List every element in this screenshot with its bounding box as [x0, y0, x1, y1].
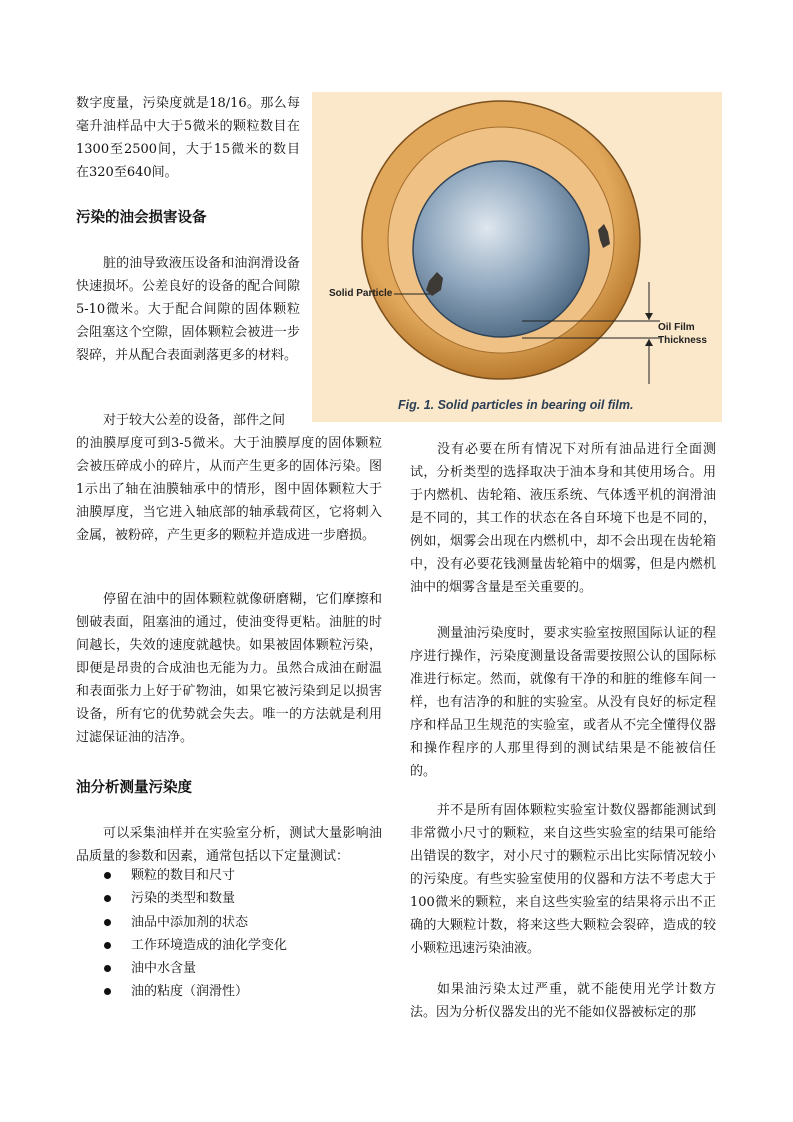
bearing-diagram: [312, 92, 722, 422]
list-item: 工作环境造成的油化学变化: [104, 934, 287, 957]
oil-film-label: Oil Film: [658, 322, 695, 333]
paragraph-abrasive: 停留在油中的固体颗粒就像研磨糊，它们摩擦和刨破表面，阻塞油的通过，使油变得更粘。油脏的时间越长，失效的速度就越快。如果被固体颗粒污染，即便是昂贵的合成油也无能为力。虽然合成油在耐温和表面张力上好于矿物油，如果它被污染到足以损害设备，所有它的优势就会失去。唯一的方法就是利用过滤保证油的洁净。: [76, 592, 382, 745]
bullet-icon: [104, 942, 111, 949]
bullet-icon: [104, 965, 111, 972]
paragraph-lab-procedure: 测量油污染度时，要求实验室按照国际认证的程序进行操作，污染度测量设备需要按照公认的国际标准进行标定。然而，就像有干净的和脏的维修车间一样，也有洁净的和脏的实验室。从没有良好的标定程序和样品卫生规范的实验室，或者从不完全懂得仪器和操作程序的人那里得到的测试结果是不能被信任的。: [410, 626, 716, 779]
bullet-icon: [104, 895, 111, 902]
paragraph-tolerance-start: 对于较大公差的设备，部件之间: [103, 413, 286, 428]
list-item: 油中水含量: [104, 957, 287, 980]
paragraph-dirty-oil: 脏的油导致液压设备和油润滑设备快速损坏。公差良好的设备的配合间隙5-10微米。大于配合间隙的固体颗粒会阻塞这个空隙，固体颗粒会被进一步裂碎，并从配合表面剥落更多的材料。: [76, 256, 300, 363]
bullet-icon: [104, 872, 111, 879]
thickness-arrowhead-top: [645, 313, 653, 320]
bearing-figure: [312, 92, 722, 422]
thickness-arrowhead-bottom: [645, 339, 653, 346]
list-item: 油品中添加剂的状态: [104, 911, 287, 934]
paragraph-test-selection: 没有必要在所有情况下对所有油品进行全面测试，分析类型的选择取决于油本身和其使用场合。用于内燃机、齿轮箱、液压系统、气体透平机的润滑油是不同的，其工作的状态在各自环境下也是不同的，例如，烟雾会出现在内燃机中，却不会出现在齿轮箱中，没有必要花钱测量齿轮箱中的烟雾，但是内燃机油中的烟雾含量是至关重要的。: [410, 442, 716, 595]
thickness-label: Thickness: [658, 335, 707, 346]
paragraph-optical-counting: 如果油污染太过严重，就不能使用光学计数方法。因为分析仪器发出的光不能如仪器被标定的那: [410, 982, 716, 1020]
paragraph-instrument-limits: 并不是所有固体颗粒实验室计数仪器都能测试到非常微小尺寸的颗粒，来自这些实验室的结果可能给出错误的数字，对小尺寸的颗粒示出比实际情况较小的污染度。有些实验室使用的仪器和方法不考虑大于100微米的颗粒，来自这些实验室的结果将示出不正确的大颗粒计数，将来这些大颗粒会裂碎，造成的较小颗粒迅速污染油液。: [410, 803, 716, 956]
list-item: 污染的类型和数量: [104, 887, 287, 910]
solid-particle-label: Solid Particle: [329, 288, 393, 299]
section-heading-analysis: 油分析测量污染度: [76, 780, 192, 796]
paragraph-sampling: 可以采集油样并在实验室分析，测试大量影响油品质量的参数和因素，通常包括以下定量测试：: [76, 826, 382, 864]
test-list: [104, 864, 287, 1004]
list-item: 油的粘度（润滑性）: [104, 980, 287, 1003]
intro-paragraph: 数字度量，污染度就是18/16。那么每毫升油样品中大于5微米的颗粒数目在1300至2500间，大于15微米的数目在320至640间。: [76, 96, 300, 180]
paragraph-tolerance-cont: 的油膜厚度可到3-5微米。大于油膜厚度的固体颗粒会被压碎成小的碎片，从而产生更多的固体污染。图1示出了轴在油膜轴承中的情形，图中固体颗粒大于油膜厚度，当它进入轴底部的轴承载荷区，它将刺入金属，被粉碎，产生更多的颗粒并造成进一步磨损。: [76, 436, 382, 543]
section-heading-damage: 污染的油会损害设备: [76, 210, 207, 226]
bullet-icon: [104, 919, 111, 926]
figure-caption: Fig. 1. Solid particles in bearing oil film.: [398, 398, 634, 412]
shaft: [413, 161, 589, 337]
list-item: 颗粒的数目和尺寸: [104, 864, 287, 887]
bullet-icon: [104, 988, 111, 995]
